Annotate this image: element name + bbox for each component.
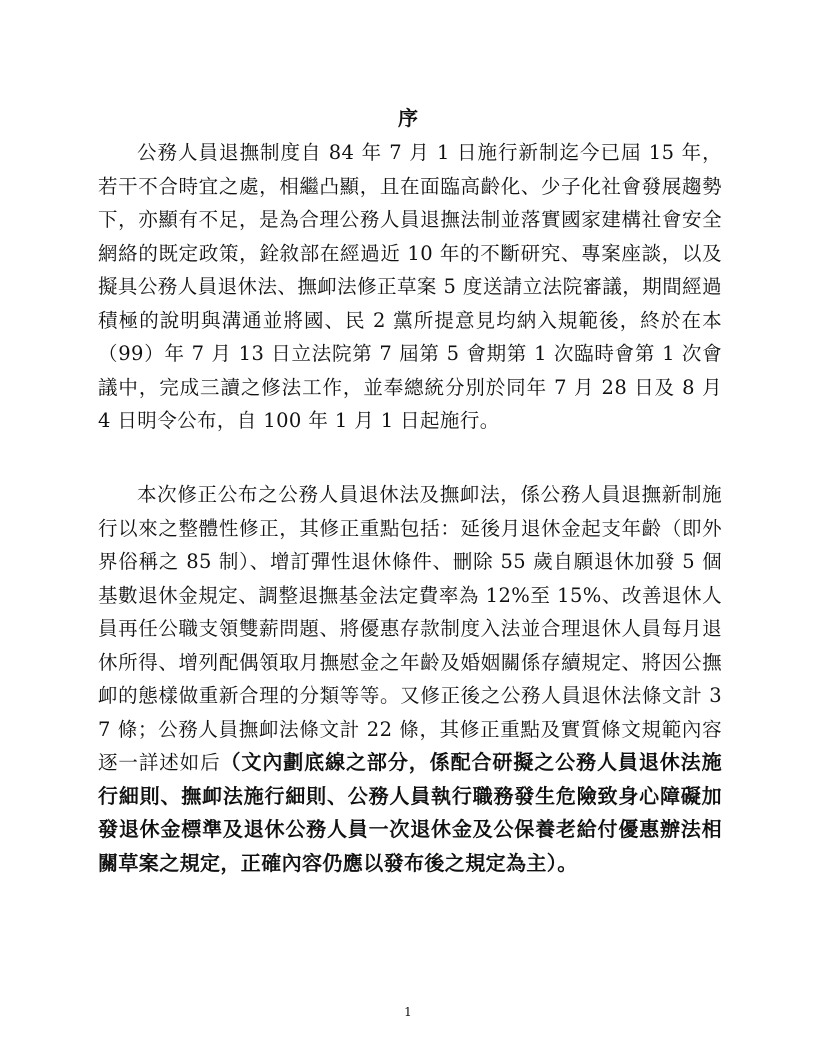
page-title: 序 [398,106,418,130]
paragraph-2-text: 本次修正公布之公務人員退休法及撫卹法，係公務人員退撫新制施行以來之整體性修正，其修正重點包括：延後月退休金起支年齡（即外界俗稱之 85 制）、增訂彈性退休條件、刪除 55 歲自願退休加發 5 個基數退休金規定、調整退撫基金法定費率為 12%至 15%、改善退休人員再任公職支領雙薪問題、將優惠存款制度入法並合理退休人員每月退休所得、增列配偶領取月撫慰金之年齡及婚姻關係存續規定、將因公撫卹的態樣做重新合理的分類等等。又修正後之公務人員退休法條文計 37 條；公務人員撫卹法條文計 22 條，其修正重點及實質條文規範內容逐一詳述如后 [98,483,722,774]
paragraph-1: 公務人員退撫制度自 84 年 7 月 1 日施行新制迄今已屆 15 年，若干不合時宜之處，相繼凸顯，且在面臨高齡化、少子化社會發展趨勢下，亦顯有不足，是為合理公務人員退撫法制並落實國家建構社會安全網絡的既定政策，銓敘部在經過近 10 年的不斷研究、專案座談，以及擬具公務人員退休法、撫卹法修正草案 5 度送請立法院審議，期間經過積極的說明與溝通並將國、民 2 黨所提意見均納入規範後，終於在本（99）年 7 月 13 日立法院第 7 屆第 5 會期第 1 次臨時會第 1 次會議中，完成三讀之修法工作，並奉總統分別於同年 7 月 28 日及 8 月 4 日明令公布，自 100 年 1 月 1 日起施行。 [98,141,722,432]
paragraph-2 [98,478,722,880]
paragraph-2-bold-note: （文內劃底線之部分，係配合研擬之公務人員退休法施行細則、撫卹法施行細則、公務人員執行職務發生危險致身心障礙加發退休金標準及退休公務人員一次退休金及公保養老給付優惠辦法相關草案之規定，正確內容仍應以發布後之規定為主）。 [98,750,722,875]
page-number: 1 [404,1005,412,1019]
